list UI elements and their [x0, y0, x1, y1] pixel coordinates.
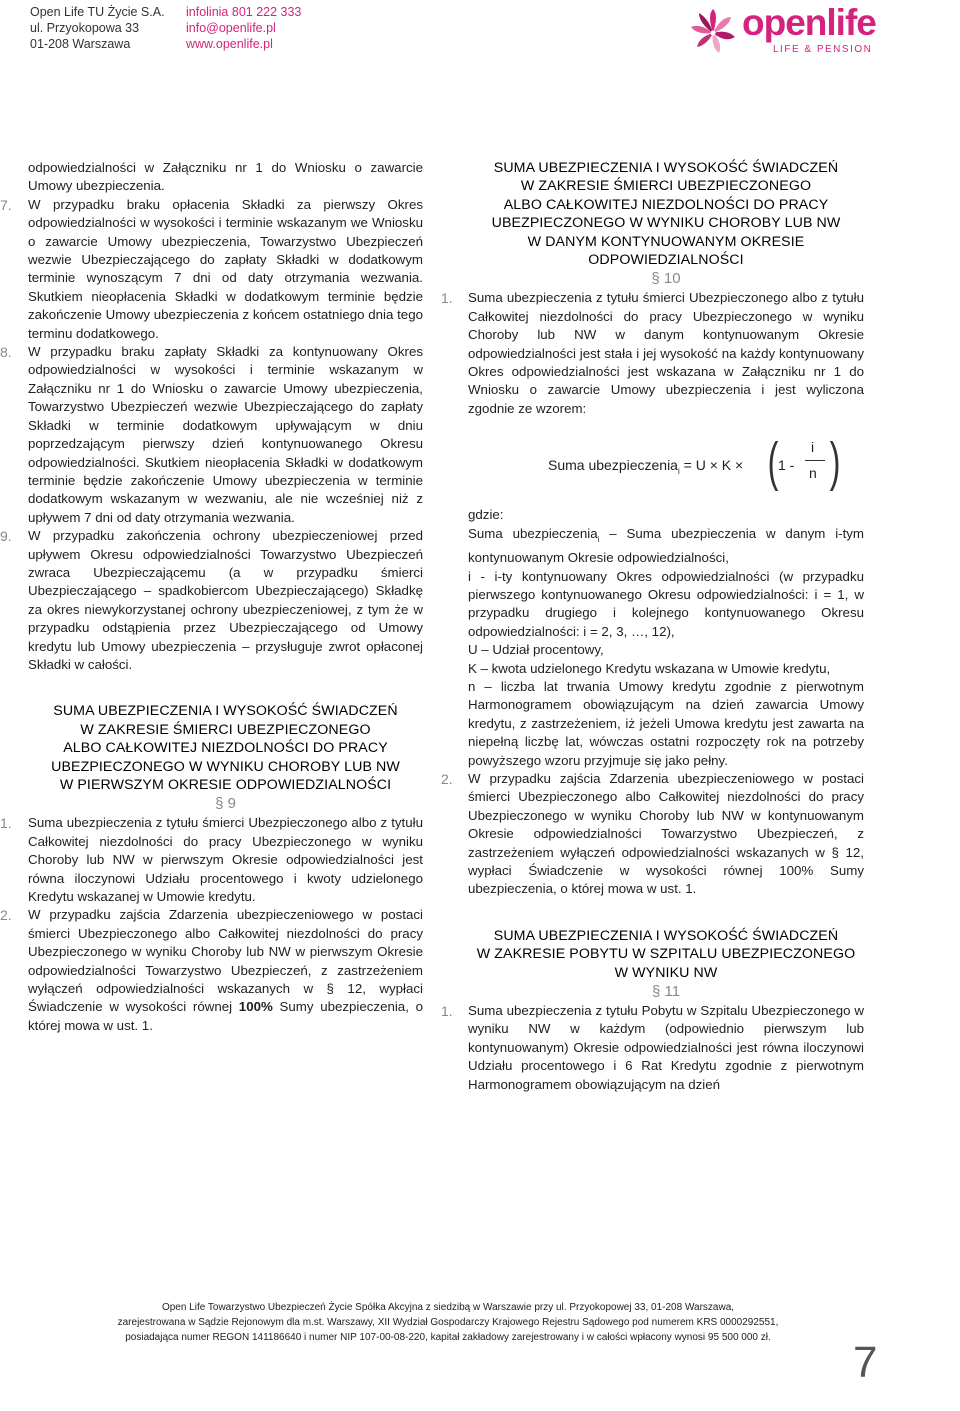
formula-subscript: i [677, 467, 680, 477]
list-item [441, 289, 864, 418]
section-number: § 11 [651, 983, 681, 1001]
section-number: § 10 [651, 270, 681, 288]
logo-wordmark: openlife [742, 2, 876, 43]
footer-line: Open Life Towarzystwo Ubezpieczeń Życie Spółka Akcyjna z siedzibą w Warszawie przy ul. Przyokopowej 33, 01-208 Warszawa, [161, 1302, 735, 1313]
company-address [30, 4, 165, 52]
item-number: 1. [0, 815, 12, 832]
item-text: W przypadku zakończenia ochrony ubezpieczeniowej przed upływem Okresu odpowiedzialności Towarzystwo Ubezpieczeń zwraca Ubezpieczającemu (a w przypadku śmierci Ubezpieczającego – spadkobiercom Ubezpieczającego) Składkę za okres niewykorzystanej ochrony ubezpieczeniowej, z tym że w przypadku odstąpienia przez Ubezpieczającego od Umowy kredytu lub Umowy ubezpieczenia – przysługuje zwrot opłaconej Składki w całości. [28, 528, 423, 672]
right-column [441, 159, 864, 1094]
heading-line: W PIERWSZYM OKRESIE ODPOWIEDZIALNOŚCI [59, 777, 392, 793]
heading-line: W ZAKRESIE ŚMIERCI UBEZPIECZONEGO [80, 721, 371, 738]
right-paren: ) [829, 432, 841, 493]
left-paren: ( [767, 432, 779, 493]
list-item [0, 527, 423, 674]
fraction-denominator: n [809, 465, 817, 482]
left-column [0, 159, 423, 1035]
intro-text: odpowiedzialności w Załączniku nr 1 do Wniosku o zawarcie Umowy ubezpieczenia. [28, 160, 423, 194]
email-link[interactable]: info@openlife.pl [186, 21, 276, 35]
company-street: ul. Przyokopowa 33 [30, 21, 140, 35]
spacer [28, 674, 423, 702]
heading-line: W WYNIKU NW [614, 964, 718, 981]
heading-line: ALBO CAŁKOWITEJ NIEZDOLNOŚCI DO PRACY [63, 740, 388, 757]
where-label: gdzie: [468, 507, 504, 523]
heading-line: W DANYM KONTYNUOWANYM OKRESIE [527, 233, 805, 250]
definition: K – kwota udzielonego Kredytu wskazana w Umowie kredytu, [468, 660, 831, 676]
openlife-logo [686, 4, 876, 62]
company-name: Open Life TU Życie S.A. [30, 5, 165, 19]
item-number: 7. [0, 196, 12, 213]
list-item [0, 343, 423, 527]
formula-label: Suma ubezpieczenia [548, 457, 678, 474]
item-text: W przypadku braku opłacenia Składki za pierwszy Okres odpowiedzialności w wysokości i terminie wskazanym we Wniosku o zawarcie Umowy ubezpieczenia, Towarzystwo Ubezpieczeń wezwie Ubezpieczającego do zapłaty Składki w dodatkowym terminie wynoszącym 7 dni od daty otrzymania wezwania. Skutkiem nieopłacenia Składki w dodatkowym terminie będzie zakończenie Umowy ubezpieczenia z końcem ostatniego dnia tego terminu dodatkowego. [28, 196, 423, 341]
fraction-bar [805, 460, 825, 461]
hotline-text: infolinia 801 222 333 [186, 5, 302, 19]
fraction-numerator: i [811, 439, 815, 456]
formula-product: = U × K × [683, 457, 744, 474]
definition: n – liczba lat trwania Umowy kredytu zgodnie z pierwotnym Harmonogramem obowiązującym na dzień zawarcia Umowy kredytu, z zastrzeżeniem, iż jeżeli Umowa kredytu jest zawarta na niepełną liczbę lat, wówczas ostatni rozpoczęty rok na potrzeby powyższego wzoru przyjmuje się jako pełny. [468, 678, 864, 768]
heading-line: W ZAKRESIE POBYTU W SZPITALU UBEZPIECZONEGO [476, 946, 856, 963]
item-number: 8. [0, 344, 12, 361]
item-number: 1. [441, 1003, 453, 1020]
item-number: 2. [441, 770, 453, 787]
list-item [441, 1002, 864, 1094]
section-heading [28, 702, 423, 794]
list-item [0, 814, 423, 906]
item-number: 9. [0, 528, 12, 545]
definition-text: – Suma ubezpieczenia w danym i-tym kontynuowanym Okresie odpowiedzialności, [468, 525, 864, 566]
website-link[interactable]: www.openlife.pl [186, 37, 273, 51]
heading-line: UBEZPIECZONEGO W WYNIKU CHOROBY LUB NW [491, 215, 841, 232]
item-number: 2. [0, 907, 12, 924]
heading-line: W ZAKRESIE ŚMIERCI UBEZPIECZONEGO [520, 178, 812, 195]
definition: U – Udział procentowy, [468, 642, 604, 658]
item-text-end: Sumy ubezpieczenia, o której mowa w ust. 1. [28, 999, 423, 1033]
item-number: 1. [441, 290, 453, 307]
definition [468, 525, 864, 568]
legal-footer [88, 1300, 808, 1345]
logo-tagline: LIFE & PENSION [773, 44, 873, 55]
section-heading [468, 927, 864, 982]
section-number: § 9 [215, 795, 236, 813]
item-text: Suma ubezpieczenia z tytułu śmierci Ubezpieczonego albo z tytułu Całkowitej niezdolności do pracy Ubezpieczonego w wyniku Choroby lub NW w danym kontynuowanym Okresie odpowiedzialności jest stała i jej wysokość na każdy kontynuowany Okres odpowiedzialności jest wskazana w Załączniku nr 1 do Wniosku o zawarcie Umowy ubezpieczenia i jest wyliczona zgodnie ze wzorem: [468, 290, 864, 416]
page-number: 7 [853, 1338, 878, 1387]
heading-line: SUMA UBEZPIECZENIA I WYSOKOŚĆ ŚWIADCZEŃ [493, 160, 839, 176]
item-text-bold: 100% [238, 999, 273, 1015]
footer-line: posiadająca numer REGON 141186640 i numer NIP 107-00-08-220, kapitał zakładowy zarejestrowany i w całości wpłacony wynosi 95 500 000 zł. [125, 1332, 771, 1343]
item-text: W przypadku zajścia Zdarzenia ubezpieczeniowego w postaci śmierci Ubezpieczonego albo Całkowitej niezdolności do pracy Ubezpieczonego w wyniku Choroby lub NW w pierwszym Okresie odpowiedzialności Towarzystwo Ubezpieczeń, z zastrzeżeniem wyłączeń odpowiedzialności wskazanych w § 12, wypłaci Świadczenie w wysokości równej [28, 907, 423, 1015]
item-text: W przypadku braku zapłaty Składki za kontynuowany Okres odpowiedzialności w wysokości i terminie wskazanym w Załączniku nr 1 do Wniosku o zawarcie Umowy ubezpieczenia, Towarzystwo Ubezpieczeń wezwie Ubezpieczającego do zapłaty Składki w terminie dodatkowym upływającym w dniu poprzedzającym pierwszy dzień kontynuowanego Okresu odpowiedzialności. Skutkiem nieopłacenia Składki w dodatkowym terminie będzie zakończenie Umowy ubezpieczenia w terminie dodatkowym wskazanym w wezwaniu, ale nie wcześniej niż z upływem 7 dni od daty otrzymania wezwania. [28, 344, 423, 525]
company-city: 01-208 Warszawa [30, 37, 131, 51]
heading-line: UBEZPIECZONEGO W WYNIKU CHOROBY LUB NW [51, 758, 400, 775]
heading-line: ODPOWIEDZIALNOŚCI [588, 252, 744, 269]
spacer [468, 899, 864, 927]
item-text: Suma ubezpieczenia z tytułu Pobytu w Szpitalu Ubezpieczonego w wyniku NW w każdym (odpowiednio pierwszym lub kontynuowanym) Okresie odpowiedzialności jest równa iloczynowi Udziału procentowego i 6 Rat Kredytu zgodnie z pierwotnym Harmonogramem obowiązującym na dzień [468, 1003, 864, 1092]
formula-lhs [548, 456, 743, 481]
contact-info [186, 4, 301, 52]
list-item [0, 196, 423, 343]
list-item [441, 770, 864, 899]
definition: i - i-ty kontynuowany Okres odpowiedzialności (w przypadku pierwszego kontynuowanego Okresu odpowiedzialności: i = 1, w przypadku drugiego i kolejnego kontynuowanego Okresu odpowiedzialności: i = 2, 3, …, 12), [468, 568, 864, 639]
definition-subscript: i [597, 534, 600, 544]
list-item [0, 906, 423, 1035]
flower-logo-icon [686, 8, 740, 58]
section-heading [468, 159, 864, 269]
sum-formula [468, 434, 864, 498]
heading-line: ALBO CAŁKOWITEJ NIEZDOLNOŚCI DO PRACY [503, 196, 829, 213]
footer-line: zarejestrowana w Sądzie Rejonowym dla m.st. Warszawy, XII Wydział Gospodarczy Krajowego Rejestru Sądowego pod numerem KRS 0000292551, [117, 1317, 779, 1328]
item-text: Suma ubezpieczenia z tytułu śmierci Ubezpieczonego albo z tytułu Całkowitej niezdolności do pracy Ubezpieczonego w wyniku Choroby lub NW w pierwszym Okresie odpowiedzialności jest równa iloczynowi Udziału procentowego i kwoty udzielonego Kredytu wskazanej w Umowie kredytu. [28, 815, 423, 905]
heading-line: SUMA UBEZPIECZENIA I WYSOKOŚĆ ŚWIADCZEŃ [493, 927, 839, 944]
item-text: W przypadku zajścia Zdarzenia ubezpieczeniowego w postaci śmierci Ubezpieczonego albo Całkowitej niezdolności do pracy Ubezpieczonego w wyniku Choroby lub NW w kontynuowanym Okresie odpowiedzialności Towarzystwo Ubezpieczeń, z zastrzeżeniem wyłączeń odpowiedzialności wskazanych w § 12, wypłaci Świadczenie w wysokości równej 100% Sumy ubezpieczenia, o której mowa w ust. 1. [468, 770, 864, 897]
definition-term: Suma ubezpieczenia [468, 525, 598, 541]
formula-one: 1 - [778, 457, 795, 474]
heading-line: SUMA UBEZPIECZENIA I WYSOKOŚĆ ŚWIADCZEŃ [53, 703, 398, 720]
